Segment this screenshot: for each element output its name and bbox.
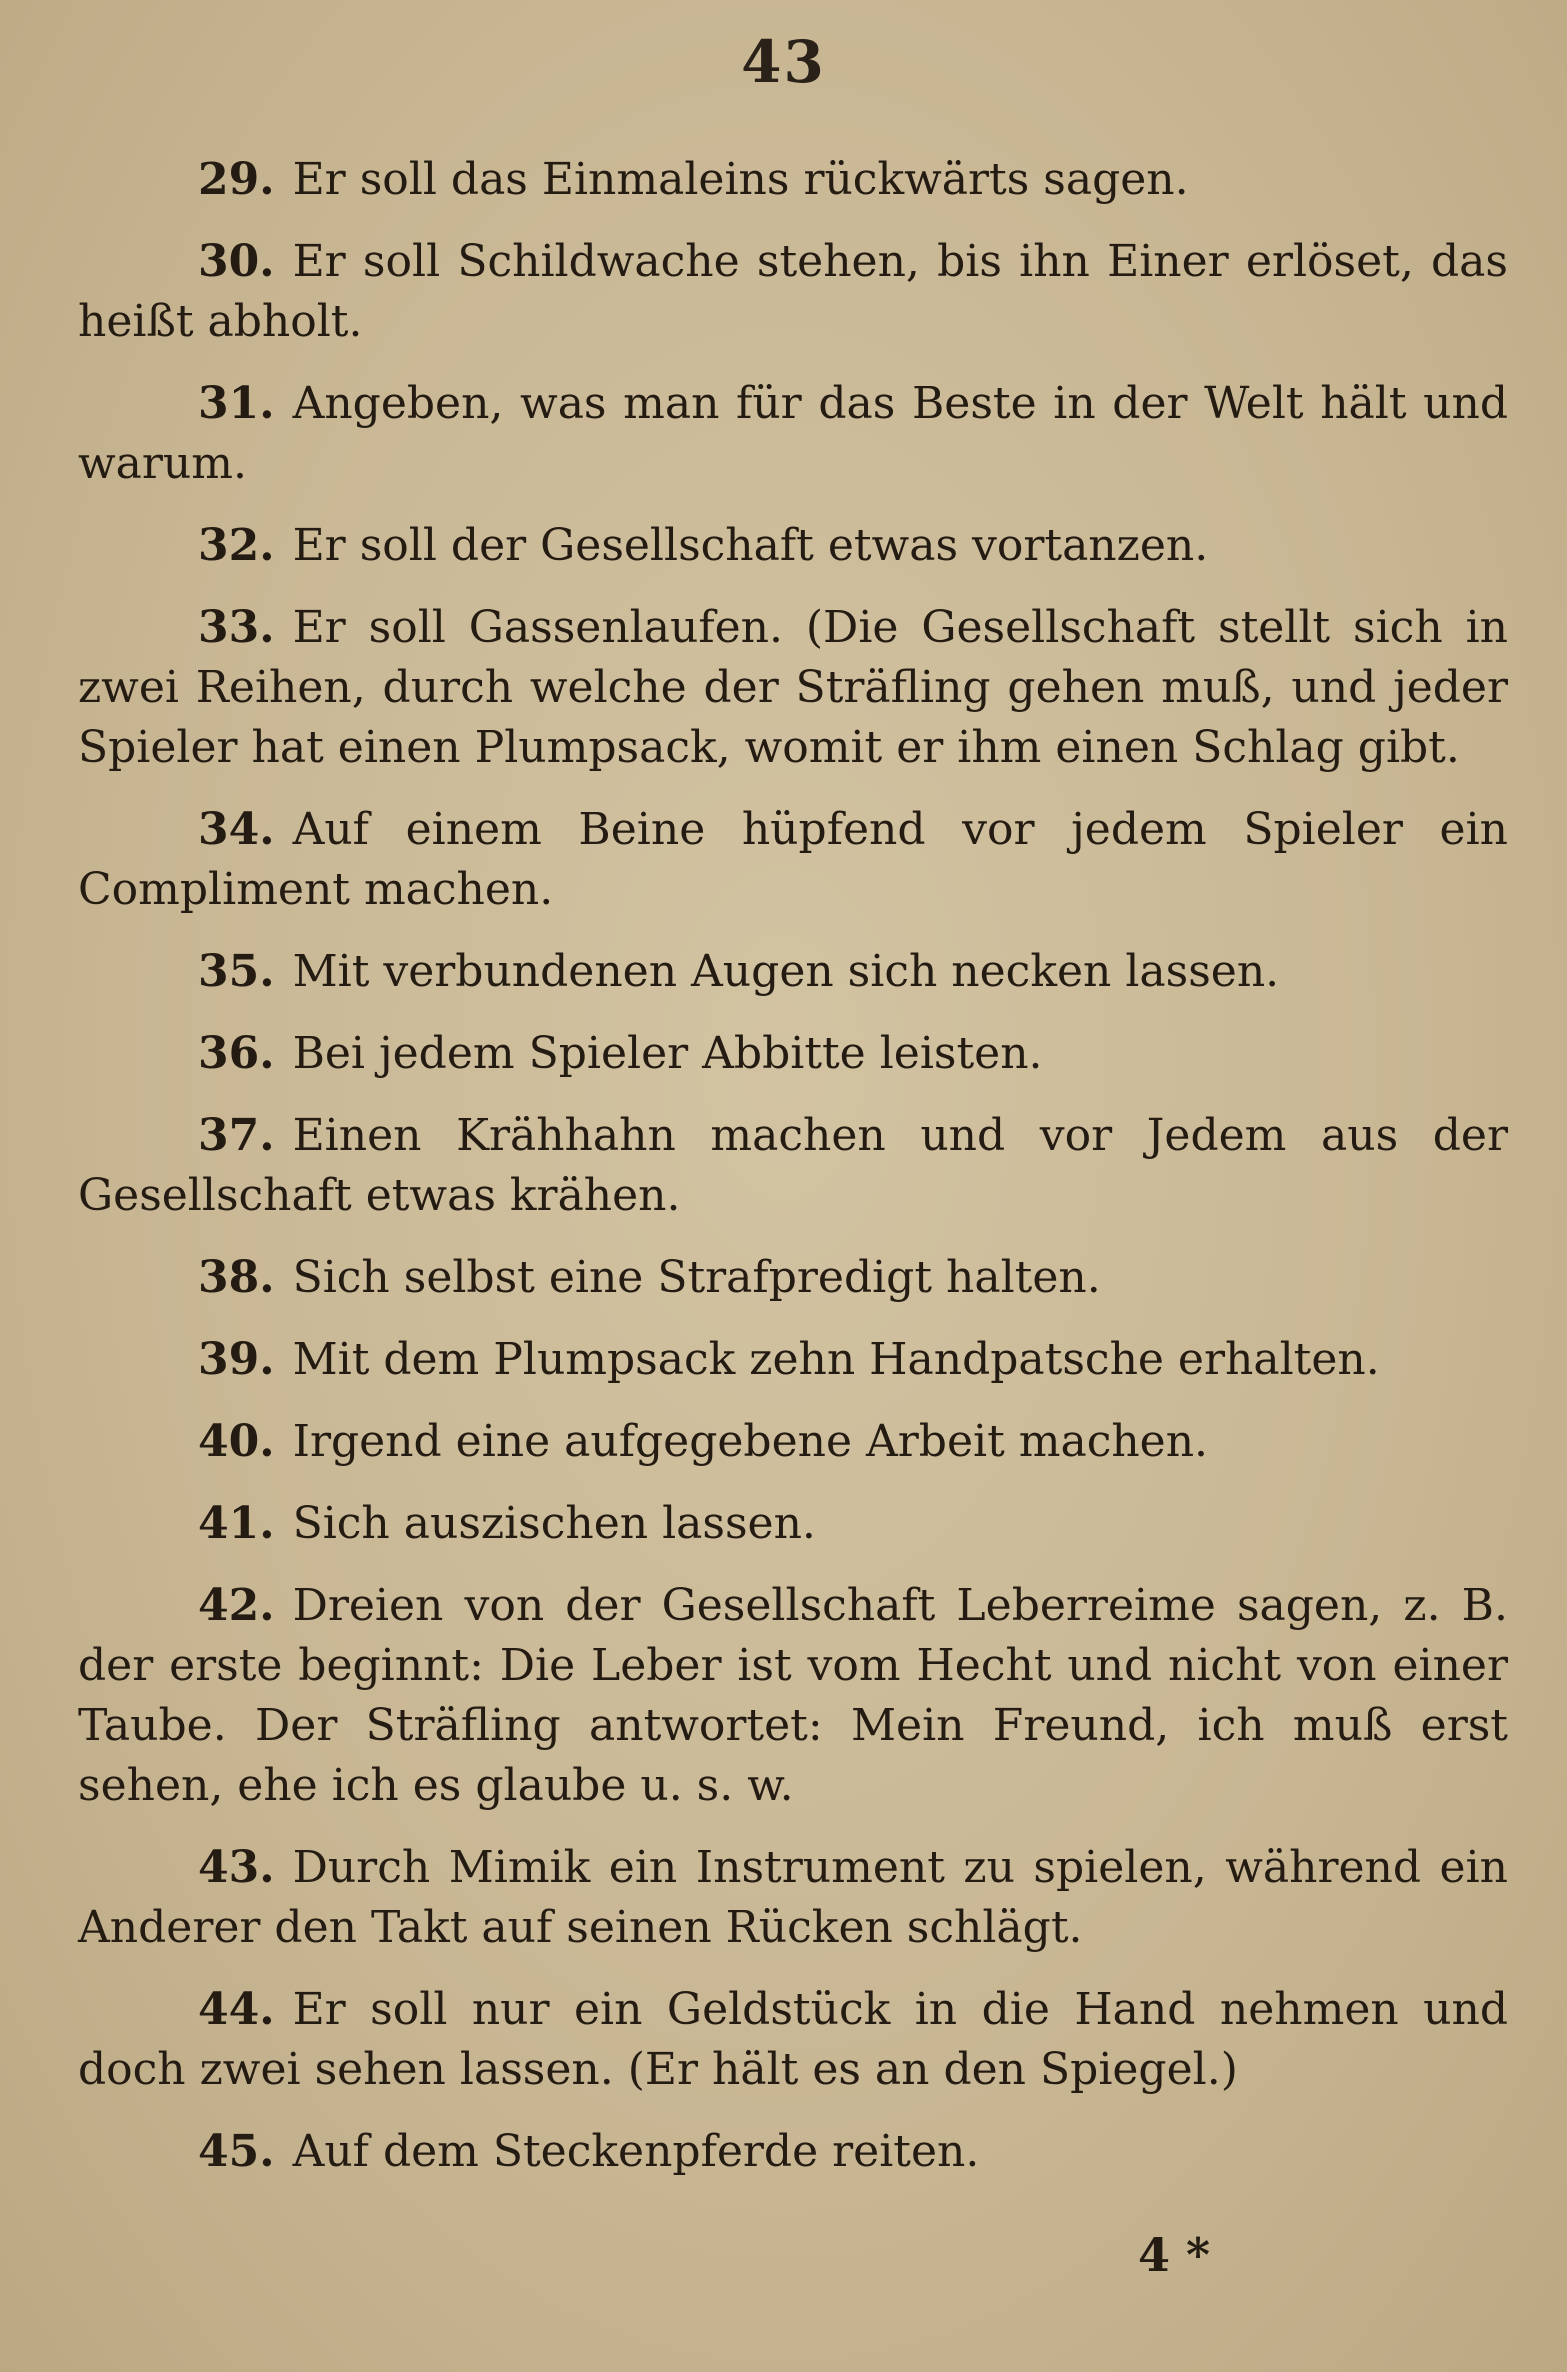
list-item [78,1024,1508,1084]
entry-number: 30. [198,236,275,287]
entry-number: 31. [198,378,275,429]
entry-number: 35. [198,946,275,997]
entry-text: Einen Krähhahn machen und vor Jedem aus der Gesellschaft etwas krähen. [78,1110,1508,1221]
list-item [78,150,1508,210]
entry-number: 42. [198,1580,275,1631]
entry-number: 44. [198,1984,275,2035]
entry-text: Er soll der Gesellschaft etwas vortanzen. [292,520,1209,571]
list-item [78,800,1508,920]
entry-text: Auf dem Steckenpferde reiten. [292,2126,980,2177]
list-item [78,2122,1508,2182]
list-item [78,1576,1508,1816]
list-item [78,1248,1508,1308]
entry-text: Mit dem Plumpsack zehn Handpatsche erhalten. [292,1334,1380,1385]
entry-number: 36. [198,1028,275,1079]
list-item [78,1980,1508,2100]
entry-text: Mit verbundenen Augen sich necken lassen. [292,946,1280,997]
list-item [78,1330,1508,1390]
list-item [78,1412,1508,1472]
entry-number: 45. [198,2126,275,2177]
entry-number: 37. [198,1110,275,1161]
page-number: 43 [741,28,826,96]
entry-number: 33. [198,602,275,653]
entry-number: 29. [198,154,275,205]
list-item [78,516,1508,576]
entry-text: Sich selbst eine Strafpredigt halten. [292,1252,1101,1303]
entry-number: 34. [198,804,275,855]
entry-text: Bei jedem Spieler Abbitte leisten. [292,1028,1043,1079]
entry-text: Angeben, was man für das Beste in der Welt hält und warum. [78,378,1508,489]
list-item [78,1838,1508,1958]
list-item [78,598,1508,778]
entry-number: 38. [198,1252,275,1303]
list-item [78,374,1508,494]
entry-text: Sich auszischen lassen. [292,1498,816,1549]
entry-text: Dreien von der Gesellschaft Leberreime sagen, z. B. der erste beginnt: Die Leber ist vom Hecht und nicht von einer Taube. Der Sträfling antwortet: Mein Freund, ich muß erst sehen, ehe ich es glaube u. s. w. [78,1580,1508,1811]
list-item [78,1106,1508,1226]
entry-number: 43. [198,1842,275,1893]
list-item [78,942,1508,1002]
list-item [78,232,1508,352]
entry-text: Irgend eine aufgegebene Arbeit machen. [292,1416,1209,1467]
entry-number: 40. [198,1416,275,1467]
entry-text: Er soll Schildwache stehen, bis ihn Einer erlöset, das heißt abholt. [78,236,1508,347]
entry-text: Auf einem Beine hüpfend vor jedem Spieler ein Compliment machen. [78,804,1508,915]
signature-mark: 4 * [1138,2228,1211,2282]
entry-text: Er soll nur ein Geldstück in die Hand nehmen und doch zwei sehen lassen. (Er hält es an den Spiegel.) [78,1984,1508,2095]
entry-number: 41. [198,1498,275,1549]
entry-number: 32. [198,520,275,571]
list-item [78,1494,1508,1554]
entry-text: Er soll das Einmaleins rückwärts sagen. [292,154,1189,205]
entry-list [78,150,1508,2204]
entry-text: Durch Mimik ein Instrument zu spielen, während ein Anderer den Takt auf seinen Rücken schlägt. [78,1842,1508,1953]
entry-text: Er soll Gassenlaufen. (Die Gesellschaft stellt sich in zwei Reihen, durch welche der Sträfling gehen muß, und jeder Spieler hat einen Plumpsack, womit er ihm einen Schlag gibt. [78,602,1508,773]
entry-number: 39. [198,1334,275,1385]
